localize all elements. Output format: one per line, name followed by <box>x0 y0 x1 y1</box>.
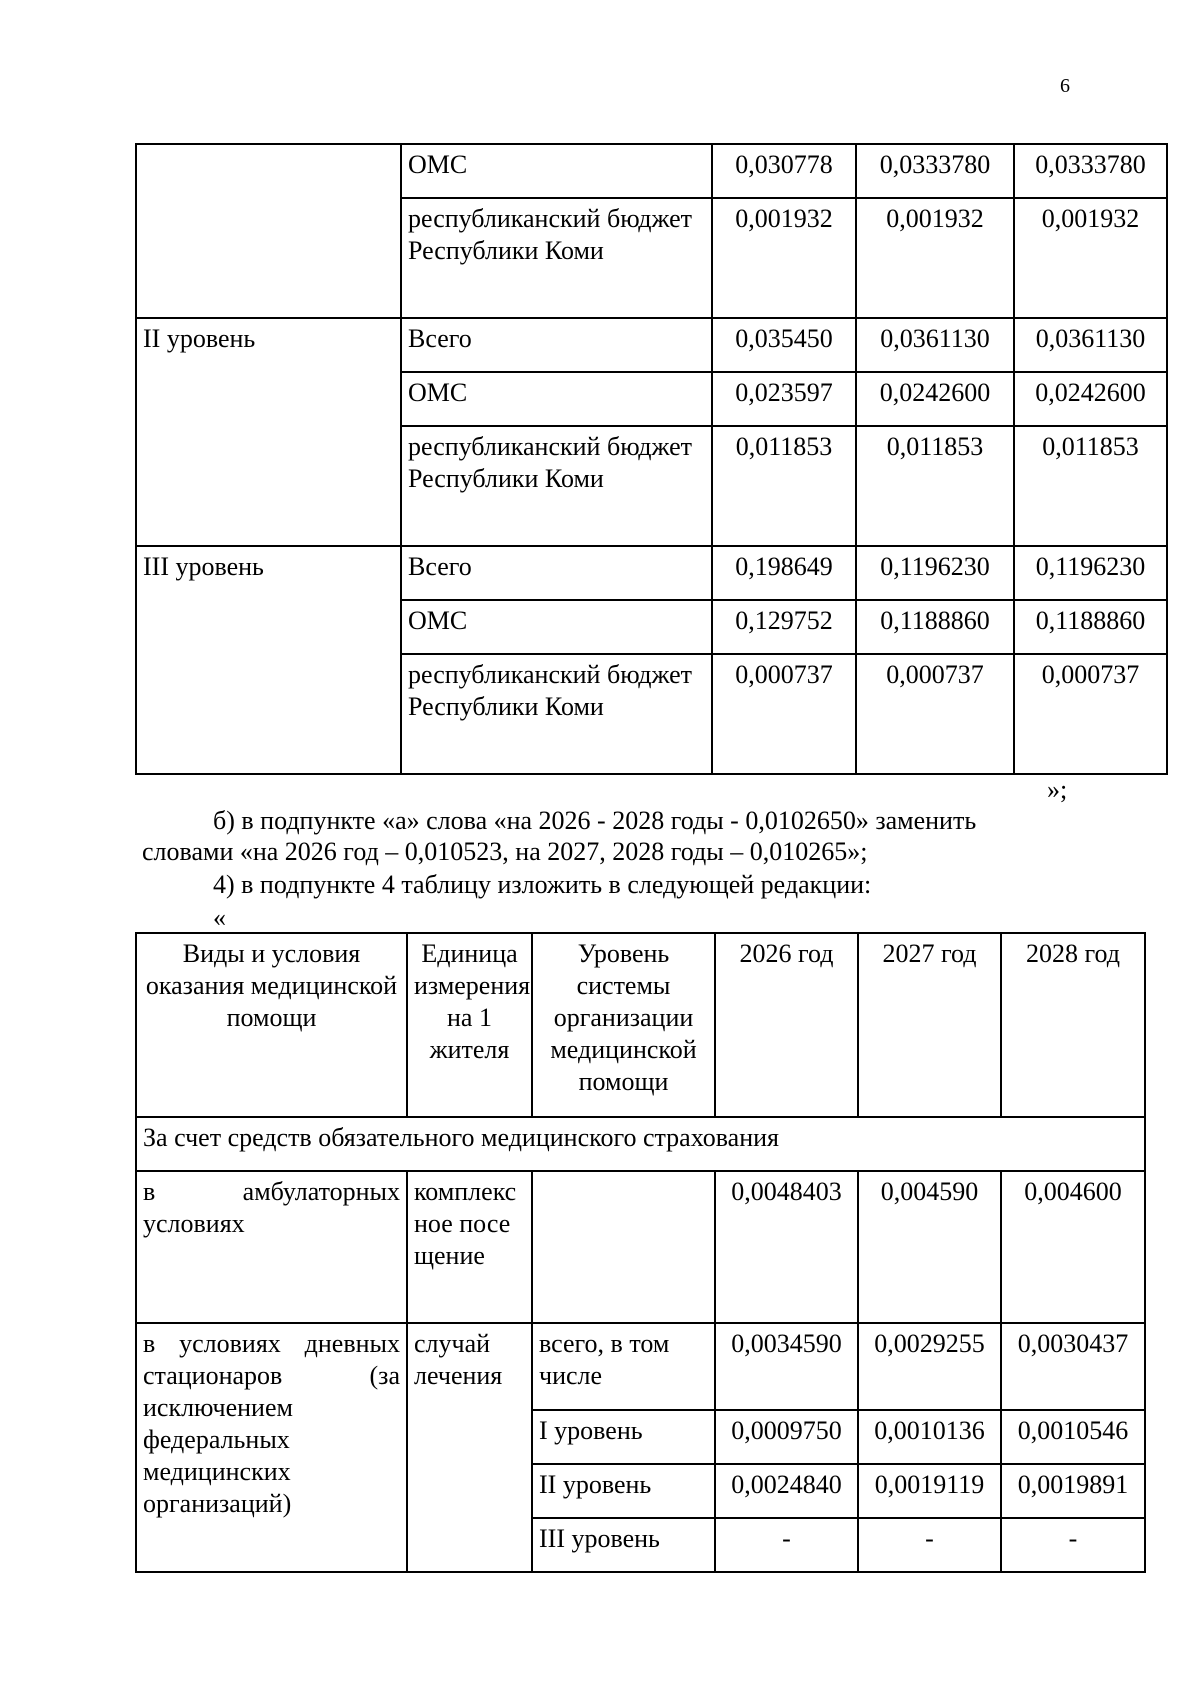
value-2028-cell: 0,1188860 <box>1014 600 1167 654</box>
value-2026-cell: 0,0034590 <box>715 1323 858 1410</box>
value-2027-cell: 0,004590 <box>858 1171 1001 1323</box>
source-cell: республиканский бюджет Республики Коми <box>401 198 712 318</box>
value-2026-cell: 0,035450 <box>712 318 856 372</box>
source-cell: ОМС <box>401 144 712 198</box>
value-2028-cell: 0,001932 <box>1014 198 1167 318</box>
value-2028-cell: - <box>1001 1518 1145 1572</box>
coefficients-table-continued <box>135 143 1168 775</box>
header-2027: 2027 год <box>858 933 1001 1117</box>
opening-quote: « <box>213 903 226 932</box>
value-2028-cell: 0,0010546 <box>1001 1410 1145 1464</box>
level-cell: II уровень <box>532 1464 715 1518</box>
value-2027-cell: - <box>858 1518 1001 1572</box>
value-2027-cell: 0,0242600 <box>856 372 1014 426</box>
level-cell: III уровень <box>136 546 401 774</box>
value-2027-cell: 0,0361130 <box>856 318 1014 372</box>
value-2026-cell: 0,0048403 <box>715 1171 858 1323</box>
section-title: За счет средств обязательного медицинского страхования <box>136 1117 1145 1171</box>
value-2027-cell: 0,001932 <box>856 198 1014 318</box>
value-2026-cell: 0,030778 <box>712 144 856 198</box>
header-2026: 2026 год <box>715 933 858 1117</box>
paragraph-b-line-2: словами «на 2026 год – 0,010523, на 2027, 2028 годы – 0,010265»; <box>142 837 868 866</box>
level-cell <box>532 1171 715 1323</box>
value-2027-cell: 0,011853 <box>856 426 1014 546</box>
level-cell: III уровень <box>532 1518 715 1572</box>
source-cell: Всего <box>401 318 712 372</box>
value-2026-cell: 0,000737 <box>712 654 856 774</box>
header-unit: Единица измерения на 1 жителя <box>407 933 532 1117</box>
value-2028-cell: 0,011853 <box>1014 426 1167 546</box>
value-2027-cell: 0,0029255 <box>858 1323 1001 1410</box>
value-2028-cell: 0,0333780 <box>1014 144 1167 198</box>
closing-quote: »; <box>1047 775 1068 804</box>
source-cell: ОМС <box>401 372 712 426</box>
page-number: 6 <box>1060 75 1070 97</box>
value-2026-cell: 0,023597 <box>712 372 856 426</box>
level-cell: I уровень <box>532 1410 715 1464</box>
unit-cell: комплексное посещение <box>407 1171 532 1323</box>
header-level: Уровень системы организации медицинской помощи <box>532 933 715 1117</box>
value-2027-cell: 0,1188860 <box>856 600 1014 654</box>
value-2027-cell: 0,0019119 <box>858 1464 1001 1518</box>
value-2027-cell: 0,000737 <box>856 654 1014 774</box>
care-volume-table <box>135 932 1146 1573</box>
level-cell: всего, в том числе <box>532 1323 715 1410</box>
value-2026-cell: - <box>715 1518 858 1572</box>
value-2026-cell: 0,129752 <box>712 600 856 654</box>
value-2028-cell: 0,0019891 <box>1001 1464 1145 1518</box>
value-2026-cell: 0,0009750 <box>715 1410 858 1464</box>
header-kind: Виды и условия оказания медицинской помощи <box>136 933 407 1117</box>
value-2028-cell: 0,000737 <box>1014 654 1167 774</box>
source-cell: Всего <box>401 546 712 600</box>
source-cell: ОМС <box>401 600 712 654</box>
section-row <box>136 1117 1145 1171</box>
header-2028: 2028 год <box>1001 933 1145 1117</box>
kind-cell: в условиях дневных стационаров (за исключением федеральных медицинских организаций) <box>136 1323 407 1572</box>
paragraph-4: 4) в подпункте 4 таблицу изложить в следующей редакции: <box>213 870 872 899</box>
value-2026-cell: 0,198649 <box>712 546 856 600</box>
value-2026-cell: 0,001932 <box>712 198 856 318</box>
level-cell: II уровень <box>136 318 401 546</box>
value-2028-cell: 0,0030437 <box>1001 1323 1145 1410</box>
unit-cell: случай лечения <box>407 1323 532 1572</box>
value-2028-cell: 0,004600 <box>1001 1171 1145 1323</box>
source-cell: республиканский бюджет Республики Коми <box>401 654 712 774</box>
table-row <box>136 318 1167 372</box>
value-2028-cell: 0,0242600 <box>1014 372 1167 426</box>
value-2028-cell: 0,0361130 <box>1014 318 1167 372</box>
table-row <box>136 546 1167 600</box>
header-row <box>136 933 1145 1117</box>
value-2027-cell: 0,0010136 <box>858 1410 1001 1464</box>
paragraph-b-line-1: б) в подпункте «а» слова «на 2026 - 2028 годы - 0,0102650» заменить <box>213 806 977 835</box>
table-row <box>136 1171 1145 1323</box>
kind-cell: в амбулаторных условиях <box>136 1171 407 1323</box>
table-row <box>136 1323 1145 1410</box>
value-2028-cell: 0,1196230 <box>1014 546 1167 600</box>
value-2027-cell: 0,1196230 <box>856 546 1014 600</box>
source-cell: республиканский бюджет Республики Коми <box>401 426 712 546</box>
value-2026-cell: 0,011853 <box>712 426 856 546</box>
value-2026-cell: 0,0024840 <box>715 1464 858 1518</box>
value-2027-cell: 0,0333780 <box>856 144 1014 198</box>
level-cell <box>136 144 401 318</box>
table-row <box>136 144 1167 198</box>
